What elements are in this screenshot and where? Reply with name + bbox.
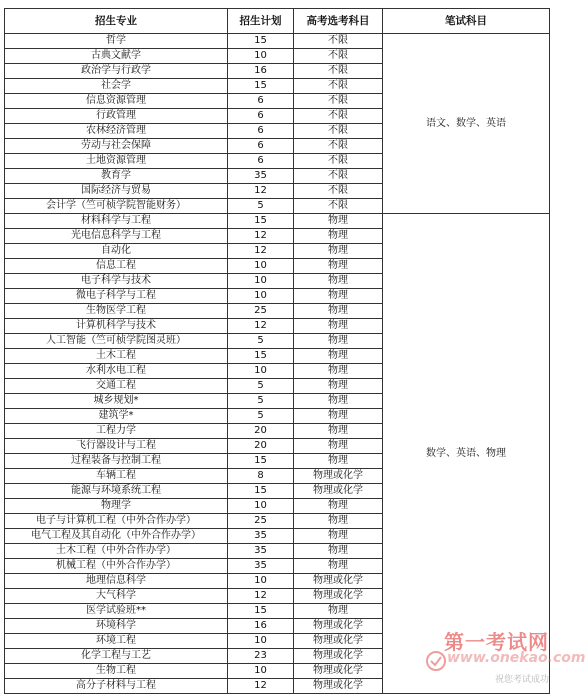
- cell-selected-subjects: 不限: [294, 199, 383, 214]
- cell-selected-subjects: 物理: [294, 544, 383, 559]
- cell-major: 工程力学: [5, 424, 228, 439]
- cell-selected-subjects: 物理或化学: [294, 679, 383, 694]
- cell-selected-subjects: 不限: [294, 124, 383, 139]
- cell-plan: 8: [228, 469, 294, 484]
- cell-selected-subjects: 物理: [294, 499, 383, 514]
- cell-selected-subjects: 不限: [294, 49, 383, 64]
- cell-selected-subjects: 不限: [294, 34, 383, 49]
- cell-plan: 6: [228, 94, 294, 109]
- cell-major: 环境工程: [5, 634, 228, 649]
- cell-plan: 12: [228, 184, 294, 199]
- cell-major: 土地资源管理: [5, 154, 228, 169]
- cell-selected-subjects: 不限: [294, 64, 383, 79]
- cell-major: 国际经济与贸易: [5, 184, 228, 199]
- cell-selected-subjects: 物理或化学: [294, 469, 383, 484]
- cell-selected-subjects: 物理: [294, 409, 383, 424]
- cell-written-exam: 数学、英语、物理: [383, 214, 550, 694]
- cell-plan: 6: [228, 109, 294, 124]
- watermark-site: www.onekao.com: [447, 650, 586, 666]
- cell-plan: 10: [228, 634, 294, 649]
- cell-major: 土木工程（中外合作办学）: [5, 544, 228, 559]
- admissions-sheet: [4, 8, 586, 694]
- admissions-table: [4, 8, 586, 694]
- cell-plan: 35: [228, 544, 294, 559]
- cell-selected-subjects: 物理: [294, 214, 383, 229]
- cell-major: 行政管理: [5, 109, 228, 124]
- cell-major: 社会学: [5, 79, 228, 94]
- cell-selected-subjects: 物理或化学: [294, 649, 383, 664]
- header-major: 招生专业: [5, 9, 228, 34]
- cell-major: 古典文献学: [5, 49, 228, 64]
- cell-plan: 10: [228, 274, 294, 289]
- cell-plan: 25: [228, 514, 294, 529]
- cell-plan: 35: [228, 169, 294, 184]
- cell-selected-subjects: 物理: [294, 454, 383, 469]
- cell-major: 过程装备与控制工程: [5, 454, 228, 469]
- table-header-row: [5, 9, 550, 34]
- cell-major: 化学工程与工艺: [5, 649, 228, 664]
- cell-major: 计算机科学与技术: [5, 319, 228, 334]
- cell-plan: 16: [228, 64, 294, 79]
- cell-plan: 16: [228, 619, 294, 634]
- cell-selected-subjects: 物理或化学: [294, 484, 383, 499]
- cell-plan: 5: [228, 334, 294, 349]
- cell-major: 生物医学工程: [5, 304, 228, 319]
- cell-selected-subjects: 物理: [294, 319, 383, 334]
- cell-selected-subjects: 物理: [294, 424, 383, 439]
- table-row: [5, 214, 550, 229]
- cell-major: 车辆工程: [5, 469, 228, 484]
- cell-plan: 12: [228, 319, 294, 334]
- cell-selected-subjects: 物理: [294, 604, 383, 619]
- cell-selected-subjects: 不限: [294, 154, 383, 169]
- cell-selected-subjects: 不限: [294, 169, 383, 184]
- header-selected-subjects: 高考选考科目: [294, 9, 383, 34]
- cell-plan: 6: [228, 139, 294, 154]
- cell-selected-subjects: 物理: [294, 349, 383, 364]
- table-body: [5, 34, 586, 694]
- cell-selected-subjects: 物理: [294, 259, 383, 274]
- cell-plan: 10: [228, 49, 294, 64]
- cell-plan: 15: [228, 484, 294, 499]
- cell-plan: 10: [228, 499, 294, 514]
- cell-selected-subjects: 物理或化学: [294, 574, 383, 589]
- cell-plan: 15: [228, 214, 294, 229]
- cell-major: 自动化: [5, 244, 228, 259]
- cell-plan: 10: [228, 364, 294, 379]
- cell-selected-subjects: 物理: [294, 529, 383, 544]
- cell-plan: 5: [228, 199, 294, 214]
- cell-selected-subjects: 不限: [294, 79, 383, 94]
- cell-selected-subjects: 不限: [294, 139, 383, 154]
- cell-selected-subjects: 物理: [294, 379, 383, 394]
- cell-selected-subjects: 物理或化学: [294, 589, 383, 604]
- watermark-title: 第一考试网: [444, 630, 549, 654]
- cell-major: 光电信息科学与工程: [5, 229, 228, 244]
- cell-selected-subjects: 物理: [294, 289, 383, 304]
- cell-major: 机械工程（中外合作办学）: [5, 559, 228, 574]
- cell-major: 微电子科学与工程: [5, 289, 228, 304]
- cell-major: 医学试验班**: [5, 604, 228, 619]
- cell-major: 环境科学: [5, 619, 228, 634]
- cell-selected-subjects: 物理或化学: [294, 619, 383, 634]
- cell-major: 土木工程: [5, 349, 228, 364]
- cell-major: 电气工程及其自动化（中外合作办学）: [5, 529, 228, 544]
- cell-major: 交通工程: [5, 379, 228, 394]
- cell-plan: 12: [228, 589, 294, 604]
- cell-major: 教育学: [5, 169, 228, 184]
- cell-selected-subjects: 不限: [294, 184, 383, 199]
- cell-plan: 6: [228, 154, 294, 169]
- cell-plan: 20: [228, 424, 294, 439]
- cell-selected-subjects: 物理: [294, 274, 383, 289]
- cell-major: 电子与计算机工程（中外合作办学）: [5, 514, 228, 529]
- cell-selected-subjects: 物理: [294, 304, 383, 319]
- cell-plan: 6: [228, 124, 294, 139]
- cell-major: 会计学（竺可桢学院智能财务）: [5, 199, 228, 214]
- cell-major: 城乡规划*: [5, 394, 228, 409]
- cell-plan: 23: [228, 649, 294, 664]
- cell-plan: 5: [228, 409, 294, 424]
- cell-major: 大气科学: [5, 589, 228, 604]
- cell-selected-subjects: 不限: [294, 94, 383, 109]
- cell-major: 人工智能（竺可桢学院图灵班）: [5, 334, 228, 349]
- cell-selected-subjects: 物理: [294, 229, 383, 244]
- cell-plan: 15: [228, 454, 294, 469]
- cell-major: 材料科学与工程: [5, 214, 228, 229]
- cell-selected-subjects: 物理: [294, 394, 383, 409]
- cell-selected-subjects: 物理或化学: [294, 664, 383, 679]
- cell-major: 信息资源管理: [5, 94, 228, 109]
- header-plan: 招生计划: [228, 9, 294, 34]
- cell-selected-subjects: 物理: [294, 514, 383, 529]
- cell-major: 劳动与社会保障: [5, 139, 228, 154]
- header-written-exam: 笔试科目: [383, 9, 550, 34]
- cell-major: 哲学: [5, 34, 228, 49]
- cell-selected-subjects: 物理: [294, 439, 383, 454]
- cell-major: 生物工程: [5, 664, 228, 679]
- cell-plan: 15: [228, 79, 294, 94]
- cell-major: 信息工程: [5, 259, 228, 274]
- cell-plan: 15: [228, 604, 294, 619]
- cell-plan: 10: [228, 574, 294, 589]
- cell-major: 飞行器设计与工程: [5, 439, 228, 454]
- cell-plan: 35: [228, 529, 294, 544]
- cell-selected-subjects: 物理: [294, 364, 383, 379]
- cell-plan: 12: [228, 229, 294, 244]
- cell-plan: 15: [228, 34, 294, 49]
- cell-selected-subjects: 物理: [294, 559, 383, 574]
- cell-plan: 10: [228, 664, 294, 679]
- cell-major: 政治学与行政学: [5, 64, 228, 79]
- cell-selected-subjects: 物理: [294, 334, 383, 349]
- cell-major: 水利水电工程: [5, 364, 228, 379]
- cell-selected-subjects: 不限: [294, 109, 383, 124]
- cell-major: 电子科学与技术: [5, 274, 228, 289]
- cell-major: 地理信息科学: [5, 574, 228, 589]
- watermark-slogan: 祝您考试成功: [494, 675, 549, 685]
- cell-major: 农林经济管理: [5, 124, 228, 139]
- cell-plan: 25: [228, 304, 294, 319]
- cell-plan: 10: [228, 289, 294, 304]
- cell-major: 建筑学*: [5, 409, 228, 424]
- cell-written-exam: 语文、数学、英语: [383, 34, 550, 214]
- cell-major: 能源与环境系统工程: [5, 484, 228, 499]
- cell-plan: 20: [228, 439, 294, 454]
- cell-selected-subjects: 物理: [294, 244, 383, 259]
- cell-plan: 15: [228, 349, 294, 364]
- cell-major: 高分子材料与工程: [5, 679, 228, 694]
- cell-major: 物理学: [5, 499, 228, 514]
- cell-plan: 12: [228, 244, 294, 259]
- cell-plan: 5: [228, 379, 294, 394]
- cell-plan: 12: [228, 679, 294, 694]
- cell-plan: 10: [228, 259, 294, 274]
- cell-selected-subjects: 物理或化学: [294, 634, 383, 649]
- cell-plan: 35: [228, 559, 294, 574]
- cell-plan: 5: [228, 394, 294, 409]
- table-row: [5, 34, 550, 49]
